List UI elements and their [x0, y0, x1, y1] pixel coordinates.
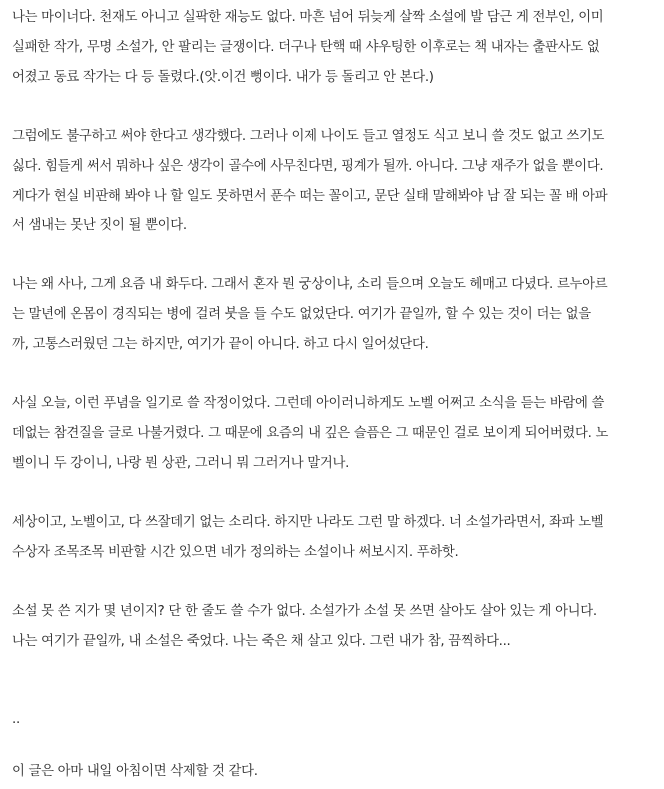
text-line: 게다가 현실 비판해 봐야 나 할 일도 못하면서 푼수 떠는 꼴이고, 문단 실태 말해봐야 남 잘 되는 꼴 배 아파 [12, 188, 608, 204]
paragraph-6 [12, 597, 658, 657]
text-line: 벨이니 두 강이니, 나랑 뭔 상관, 그러니 뭐 그러거나 말거나. [12, 455, 350, 471]
text-line: 는 말년에 온몸이 경직되는 병에 걸려 붓을 들 수도 없었단다. 여기가 끝일까, 할 수 있는 것이 더는 없을 [12, 306, 591, 322]
text-line: 싫다. 힘들게 써서 뭐하나 싶은 생각이 골수에 사무친다면, 핑계가 될까. 아니다. 그냥 재주가 없을 뿐이다. [12, 158, 604, 174]
paragraph-1 [12, 3, 658, 92]
paragraph-8 [12, 757, 658, 787]
text-line: 소설 못 쓴 지가 몇 년이지? 단 한 줄도 쓸 수가 없다. 소설가가 소설 못 쓰면 살아도 살아 있는 게 아니다. [12, 604, 597, 619]
text-line: 사실 오늘, 이런 푸념을 일기로 쓸 작정이었다. 그런데 아이러니하게도 노벨 어쩌고 소식을 듣는 바람에 쓸 [12, 396, 605, 411]
text-line: 실패한 작가, 무명 소설가, 안 팔리는 글쟁이다. 더구나 탄핵 때 샤우팅한 이후로는 책 내자는 출판사도 없 [12, 39, 600, 55]
text-line: 나는 왜 사나, 그게 요즘 내 화두다. 그래서 혼자 뭔 궁상이냐, 소리 들으며 오늘도 헤매고 다녔다. 르누아르 [12, 277, 608, 292]
text-line: 나는 여기가 끝일까, 내 소설은 죽었다. 나는 죽은 채 살고 있다. 그런 내가 참, 끔찍하다... [12, 633, 511, 649]
text-line: 데없는 참견질을 글로 나불거렸다. 그 때문에 요즘의 내 깊은 슬픔은 그 때문인 걸로 보이게 되어버렸다. 노 [12, 425, 609, 441]
text-line: 까, 고통스러웠던 그는 하지만, 여기가 끝이 아니다. 하고 다시 일어섰단다. [12, 336, 429, 352]
text-line: 나는 마이너다. 천재도 아니고 실팍한 재능도 없다. 마흔 넘어 뒤늦게 살짝 소설에 발 담근 게 전부인, 이미 [12, 10, 604, 25]
paragraph-4 [12, 389, 658, 478]
text-line: 어졌고 동료 작가는 다 등 돌렸다.(앗.이건 뻥이다. 내가 등 돌리고 안 본다.) [12, 69, 434, 85]
text-line: 세상이고, 노벨이고, 다 쓰잘데기 없는 소리다. 하지만 나라도 그런 말 하겠다. 너 소설가라면서, 좌파 노벨 [12, 515, 604, 530]
text-line: .. [12, 712, 20, 727]
paragraph-3 [12, 270, 658, 359]
text-line: 수상자 조목조목 비판할 시간 있으면 네가 정의하는 소설이나 써보시지. 푸하핫. [12, 544, 459, 560]
text-line: 이 글은 아마 내일 아침이면 삭제할 것 같다. [12, 764, 258, 779]
text-line: 서 샘내는 못난 짓이 될 뿐이다. [12, 218, 187, 234]
paragraph-5 [12, 508, 658, 568]
paragraph-2 [12, 122, 658, 241]
text-line: 그럼에도 불구하고 써야 한다고 생각했다. 그러나 이제 나이도 들고 열정도 식고 보니 쓸 것도 없고 쓰기도 [12, 129, 605, 144]
paragraph-7 [12, 705, 658, 735]
